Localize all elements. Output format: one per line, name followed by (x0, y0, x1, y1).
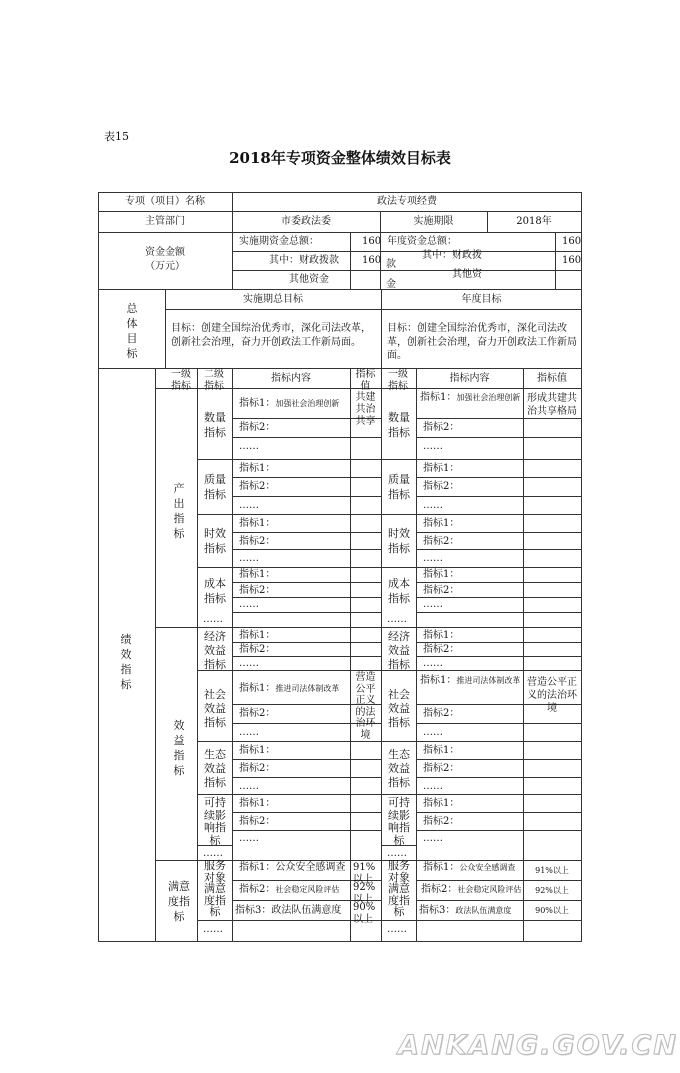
s-r-val: 营造公平正义的法治环境 (527, 677, 577, 714)
quantity-right: 数量指标 (388, 411, 410, 439)
sat-l-val1: 91%以上 (353, 862, 376, 885)
sat-r-dots: …… (387, 924, 407, 935)
sat-r-ind3: 指标3：政法队伍满意度 (419, 905, 512, 916)
sustainable-left: 可持续影响指标 (204, 796, 226, 847)
quantity-left: 数量指标 (204, 411, 226, 439)
document-title: 2018年专项资金整体绩效目标表 (229, 149, 451, 167)
service-left: 服务对象满意度指标 (204, 859, 226, 919)
period-value: 2018年 (516, 216, 552, 227)
e-r-ind1: 指标1： (423, 630, 460, 641)
fiscal-label-right-1: 其中：财政拨 (422, 250, 482, 261)
su-r-ind1: 指标1： (423, 798, 460, 809)
c-r-ind1: 指标1： (423, 569, 460, 580)
cost-right: 成本指标 (388, 577, 410, 605)
su-l-dots: …… (239, 833, 259, 844)
q-r-ind1: 指标1：加强社会治理创新 (420, 392, 521, 403)
annual-goal-head: 年度目标 (461, 294, 502, 305)
document-label: 表15 (104, 130, 129, 143)
su-l-ind1: 指标1： (239, 798, 276, 809)
project-name-value: 政法专项经费 (377, 196, 437, 207)
q-r-dots: …… (423, 441, 443, 452)
fiscal-value-right: 160 (562, 255, 582, 266)
out-r-dots: …… (387, 614, 407, 625)
quality-right: 质量指标 (388, 473, 410, 501)
timeliness-right: 时效指标 (388, 527, 410, 555)
c-l-ind2: 指标2： (239, 585, 276, 596)
sat-r-ind1: 指标1：公众安全感调查 (423, 862, 516, 873)
ben-r-dots: …… (387, 848, 407, 859)
funds-unit: （万元） (145, 261, 185, 272)
c-l-dots: …… (239, 599, 259, 610)
col-level1-left: 一级指标 (171, 369, 191, 392)
su-r-dots: …… (423, 833, 443, 844)
period-goal-text: 目标：创建全国综治优秀市，深化司法改革，创新社会治理，奋力开创政法工作新局面。 (171, 323, 371, 348)
sat-l-ind3: 指标3：政法队伍满意度 (235, 905, 342, 916)
fiscal-value-left: 160 (362, 255, 382, 266)
annual-funds-value: 160 (562, 236, 582, 247)
col-content-left: 指标内容 (271, 373, 311, 384)
overall-goal-side: 总体目标 (126, 302, 138, 360)
e-r-ind2: 指标2： (423, 644, 460, 655)
sat-r-ind2: 指标2：社会稳定风险评估 (421, 884, 522, 895)
ec-r-ind2: 指标2： (423, 763, 460, 774)
q-l-dots: …… (239, 441, 259, 452)
ec-r-ind1: 指标1： (423, 745, 460, 756)
ecological-right: 生态效益指标 (388, 748, 410, 789)
ql-r-ind1: 指标1： (423, 463, 460, 474)
s-l-ind1: 指标1：推进司法体制改革 (239, 683, 340, 694)
q-r-ind2: 指标2： (423, 422, 460, 433)
annual-funds-label: 年度资金总额： (387, 236, 457, 247)
period-goal-head: 实施期总目标 (243, 294, 303, 305)
site-watermark: ANKANG.GOV.CN (398, 1030, 678, 1061)
col-level2-left: 二级指标 (204, 369, 224, 392)
ec-r-dots: …… (423, 781, 443, 792)
ec-l-ind1: 指标1： (239, 745, 276, 756)
ben-l-dots: …… (203, 848, 223, 859)
output-indicators: 产出指标 (173, 482, 185, 540)
ec-l-dots: …… (239, 781, 259, 792)
economic-right: 经济效益指标 (388, 630, 410, 671)
funds-label: 资金金额 (145, 247, 185, 258)
sat-l-ind2: 指标2：社会稳定风险评估 (239, 884, 340, 895)
s-l-val: 营造公平正义的法治环境 (355, 672, 376, 741)
s-r-ind1: 指标1：推进司法体制改革 (420, 675, 521, 686)
sat-l-val2: 92%以上 (353, 882, 376, 905)
sat-r-val1: 91%以上 (535, 866, 569, 875)
quality-left: 质量指标 (204, 473, 226, 501)
e-l-ind2: 指标2： (239, 644, 276, 655)
e-r-dots: …… (423, 658, 443, 669)
t-r-dots: …… (423, 553, 443, 564)
e-l-dots: …… (239, 658, 259, 669)
s-l-ind2: 指标2： (239, 708, 276, 719)
fiscal-label-right-2: 款 (386, 259, 396, 270)
ql-l-dots: …… (239, 500, 259, 511)
out-l-dots: …… (203, 614, 223, 625)
ecological-left: 生态效益指标 (204, 748, 226, 789)
dept-value: 市委政法委 (281, 216, 331, 227)
q-l-ind1: 指标1：加强社会治理创新 (239, 398, 340, 409)
t-r-ind1: 指标1： (423, 518, 460, 529)
s-r-ind2: 指标2： (423, 708, 460, 719)
t-l-ind1: 指标1： (239, 518, 276, 529)
dept-label: 主管部门 (145, 216, 185, 227)
col-level1-right: 一级指标 (388, 369, 408, 392)
s-r-dots: …… (423, 727, 443, 738)
ql-r-dots: …… (423, 500, 443, 511)
col-value-right: 指标值 (537, 373, 567, 384)
col-content-right: 指标内容 (449, 373, 490, 384)
s-l-dots: …… (239, 727, 259, 738)
su-r-ind2: 指标2： (423, 816, 460, 827)
q-l-ind2: 指标2： (239, 422, 276, 433)
total-funds-value: 160 (362, 236, 382, 247)
t-l-dots: …… (239, 553, 259, 564)
project-name-label: 专项（项目）名称 (125, 196, 205, 207)
annual-goal-text: 目标：创建全国综治优秀市，深化司法改革，创新社会治理，奋力开创政法工作新局面。 (387, 323, 577, 361)
service-right: 服务对象满意度指标 (388, 859, 410, 919)
t-l-ind2: 指标2： (239, 536, 276, 547)
period-label: 实施期限 (413, 216, 454, 227)
ql-r-ind2: 指标2： (423, 481, 460, 492)
ql-l-ind2: 指标2： (239, 481, 276, 492)
ql-l-ind1: 指标1： (239, 463, 276, 474)
sat-l-dots: …… (203, 924, 223, 935)
c-r-ind2: 指标2： (423, 585, 460, 596)
ec-l-ind2: 指标2： (239, 763, 276, 774)
col-value-left: 指标值 (355, 369, 376, 392)
other-funds-left: 其他资金 (289, 274, 329, 285)
cost-left: 成本指标 (204, 577, 226, 605)
benefit-indicators: 效益指标 (173, 719, 185, 777)
social-left: 社会效益指标 (204, 688, 226, 729)
t-r-ind2: 指标2： (423, 536, 460, 547)
c-r-dots: …… (423, 599, 443, 610)
q-l-val: 共建共治共享 (355, 392, 376, 427)
q-r-val: 形成共建共治共享格局 (527, 393, 577, 417)
satisfaction-indicators: 满意度指标 (168, 880, 190, 923)
sustainable-right: 可持续影响指标 (388, 796, 410, 847)
e-l-ind1: 指标1： (239, 630, 276, 641)
su-l-ind2: 指标2： (239, 816, 276, 827)
sat-l-ind1: 指标1：公众安全感调查 (239, 862, 346, 873)
fiscal-label-left: 其中：财政拨款 (269, 255, 339, 266)
total-funds-label: 实施期资金总额： (239, 236, 319, 247)
sat-r-val2: 92%以上 (535, 886, 569, 895)
economic-left: 经济效益指标 (204, 630, 226, 671)
sat-l-val3: 90%以上 (353, 902, 376, 925)
c-l-ind1: 指标1： (239, 569, 276, 580)
perf-side: 绩效指标 (120, 633, 132, 691)
timeliness-left: 时效指标 (204, 527, 226, 555)
sat-r-val3: 90%以上 (535, 906, 569, 915)
other-funds-right-2: 金 (386, 279, 396, 290)
social-right: 社会效益指标 (388, 688, 410, 729)
other-funds-right-1: 其他资 (452, 269, 482, 280)
